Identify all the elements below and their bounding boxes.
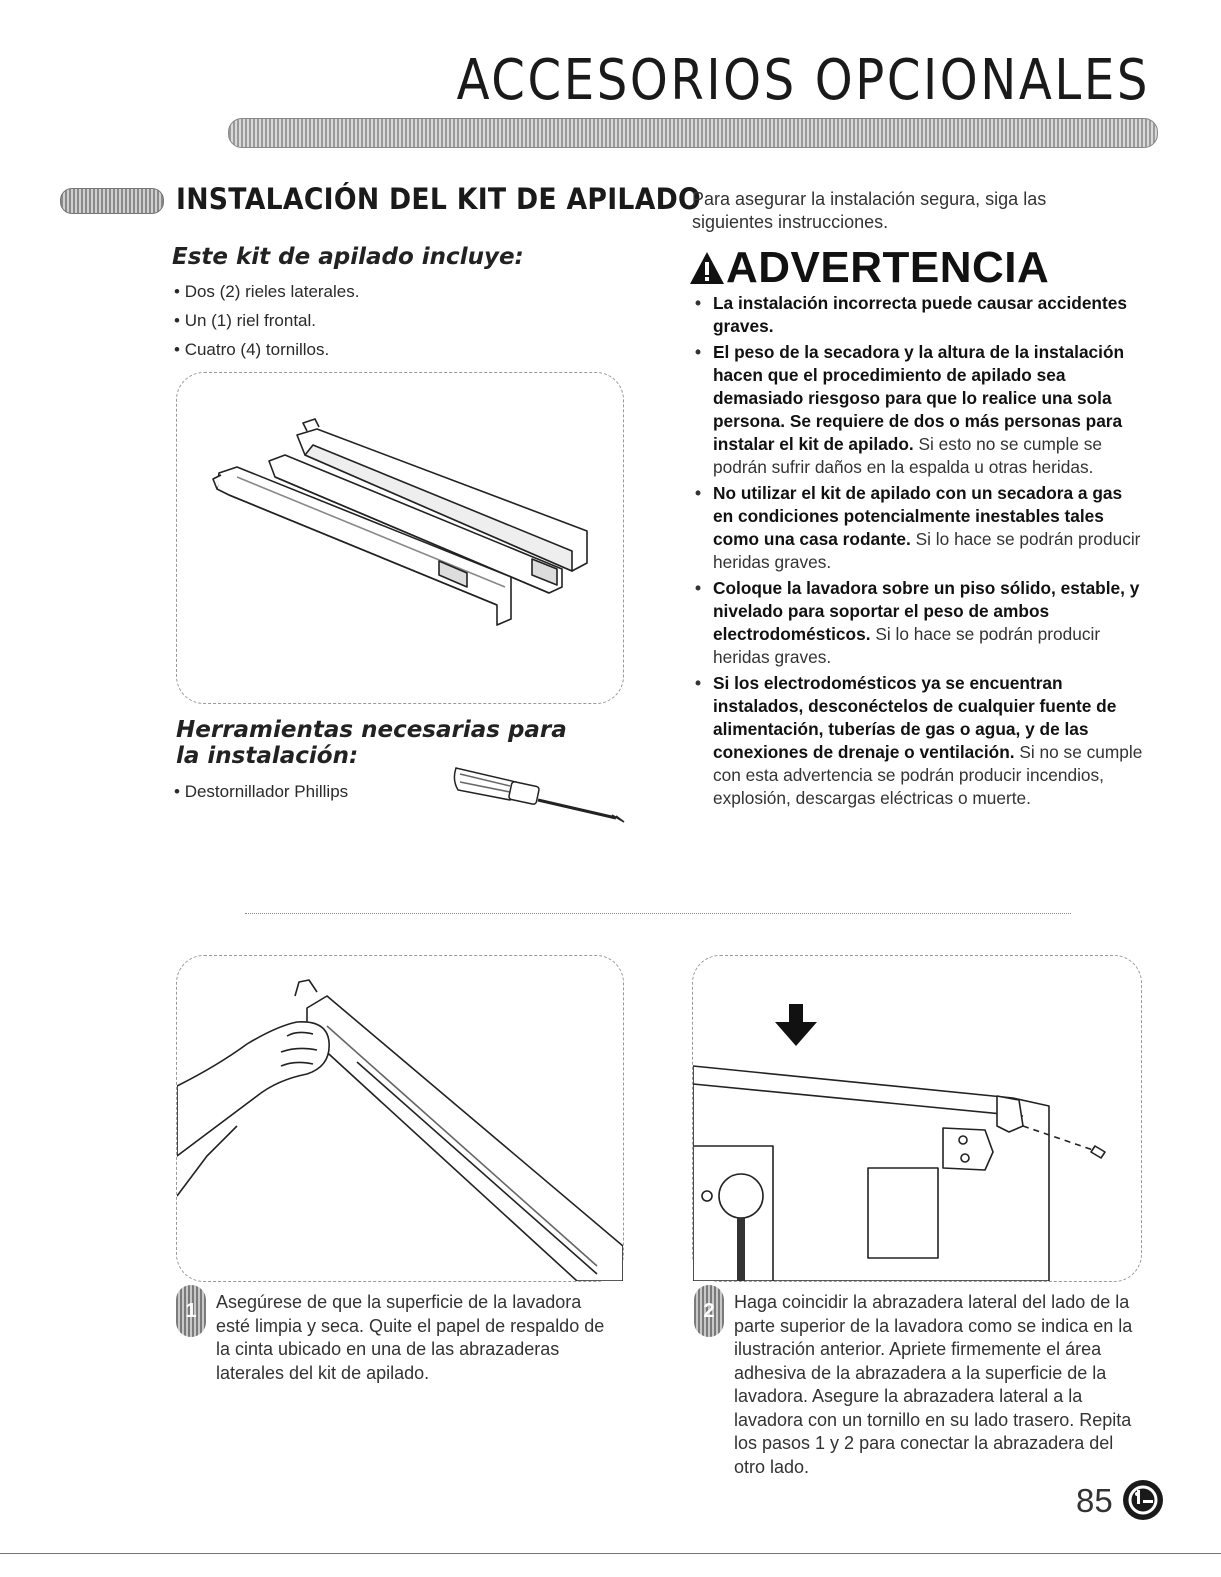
warning-item: [694, 341, 1144, 479]
warning-triangle-icon: [688, 250, 726, 286]
section-divider: [245, 913, 1071, 914]
warning-item: [694, 292, 1144, 338]
warning-item-text: Si esto no se cumple se podrán sufrir daños en la espalda u otras heridas.: [713, 434, 1102, 477]
warning-item-text: Si lo hace se podrán producir heridas graves.: [713, 624, 1101, 667]
down-arrow-icon: [775, 1004, 817, 1046]
section-marker-pill: [60, 188, 164, 214]
warning-item-bold: La instalación incorrecta puede causar accidentes graves.: [713, 293, 1127, 336]
step1-text: Asegúrese de que la superficie de la lavadora esté limpia y seca. Quite el papel de respaldo de la cinta ubicado en una de las abrazaderas laterales del kit de apilado.: [216, 1292, 605, 1383]
tool-item: • Destornillador Phillips: [174, 777, 348, 806]
warning-item: [694, 482, 1144, 574]
step1-illustration-frame: [176, 955, 624, 1282]
header-decorative-bar: [228, 118, 1158, 148]
warning-item: [694, 672, 1144, 810]
warning-item-bold: El peso de la secadora y la altura de la instalación hacen que el procedimiento de apilado sea demasiado riesgoso para que lo realice una sola persona. Se requiere de dos o más personas para instalar el kit de apilado.: [713, 342, 1125, 454]
kit-contents-list: [174, 277, 359, 364]
kit-item: • Un (1) riel frontal.: [174, 306, 359, 335]
step-number-badge: 1: [176, 1285, 206, 1337]
step1-hand-rail-illustration: [177, 956, 623, 1281]
tools-heading-line: la instalación:: [176, 743, 359, 769]
page-title: ACCESORIOS OPCIONALES: [456, 48, 1150, 113]
warning-item-bold: No utilizar el kit de apilado con un secadora a gas en condiciones potencialmente inestables tales como una casa rodante.: [713, 483, 1123, 549]
tools-list: [174, 777, 348, 806]
tools-heading-line: Herramientas necesarias para: [176, 717, 567, 743]
screwdriver-icon: [450, 760, 630, 824]
kit-item: • Cuatro (4) tornillos.: [174, 335, 359, 364]
warning-list: [694, 292, 1144, 813]
lg-logo-icon: [1122, 1479, 1164, 1521]
kit-contents-heading: Este kit de apilado incluye:: [172, 244, 524, 270]
step2-text: Haga coincidir la abrazadera lateral del lado de la parte superior de la lavadora como se indica en la ilustración anterior. Apriete firmemente el área adhesiva de la abrazadera a la superficie de la lavadora. Asegure la abrazadera lateral a la lavadora con un tornillo en su lado trasero. Repita los pasos 1 y 2 para conectar la abrazadera del otro lado.: [734, 1292, 1133, 1477]
stacking-rails-illustration: [177, 373, 623, 703]
step-number-badge: 2: [694, 1285, 724, 1337]
step2-illustration-frame: [692, 955, 1142, 1282]
section-title: INSTALACIÓN DEL KIT DE APILADO: [176, 182, 702, 216]
warning-heading: [688, 243, 1049, 293]
warning-item-text: Si no se cumple con esta advertencia se podrán producir incendios, explosión, descargas eléctricas o muerte.: [713, 742, 1143, 808]
warning-title: ADVERTENCIA: [726, 243, 1050, 292]
warning-item-bold: Coloque la lavadora sobre un piso sólido, estable, y nivelado para soportar el peso de ambos electrodomésticos.: [713, 578, 1140, 644]
kit-illustration-frame: [176, 372, 624, 704]
warning-item-bold: Si los electrodomésticos ya se encuentran instalados, desconéctelos de cualquier fuente de alimentación, tuberías de gas o agua, y de las conexiones de drenaje o ventilación.: [713, 673, 1117, 762]
step2-washer-bracket-illustration: [693, 956, 1141, 1281]
bottom-rule: [0, 1553, 1221, 1554]
warning-item-text: Si lo hace se podrán producir heridas graves.: [713, 529, 1141, 572]
kit-item: • Dos (2) rieles laterales.: [174, 277, 359, 306]
intro-text: Para asegurar la instalación segura, siga las siguientes instrucciones.: [692, 189, 1047, 232]
warning-item: [694, 577, 1144, 669]
page-number: 85: [1076, 1482, 1113, 1519]
